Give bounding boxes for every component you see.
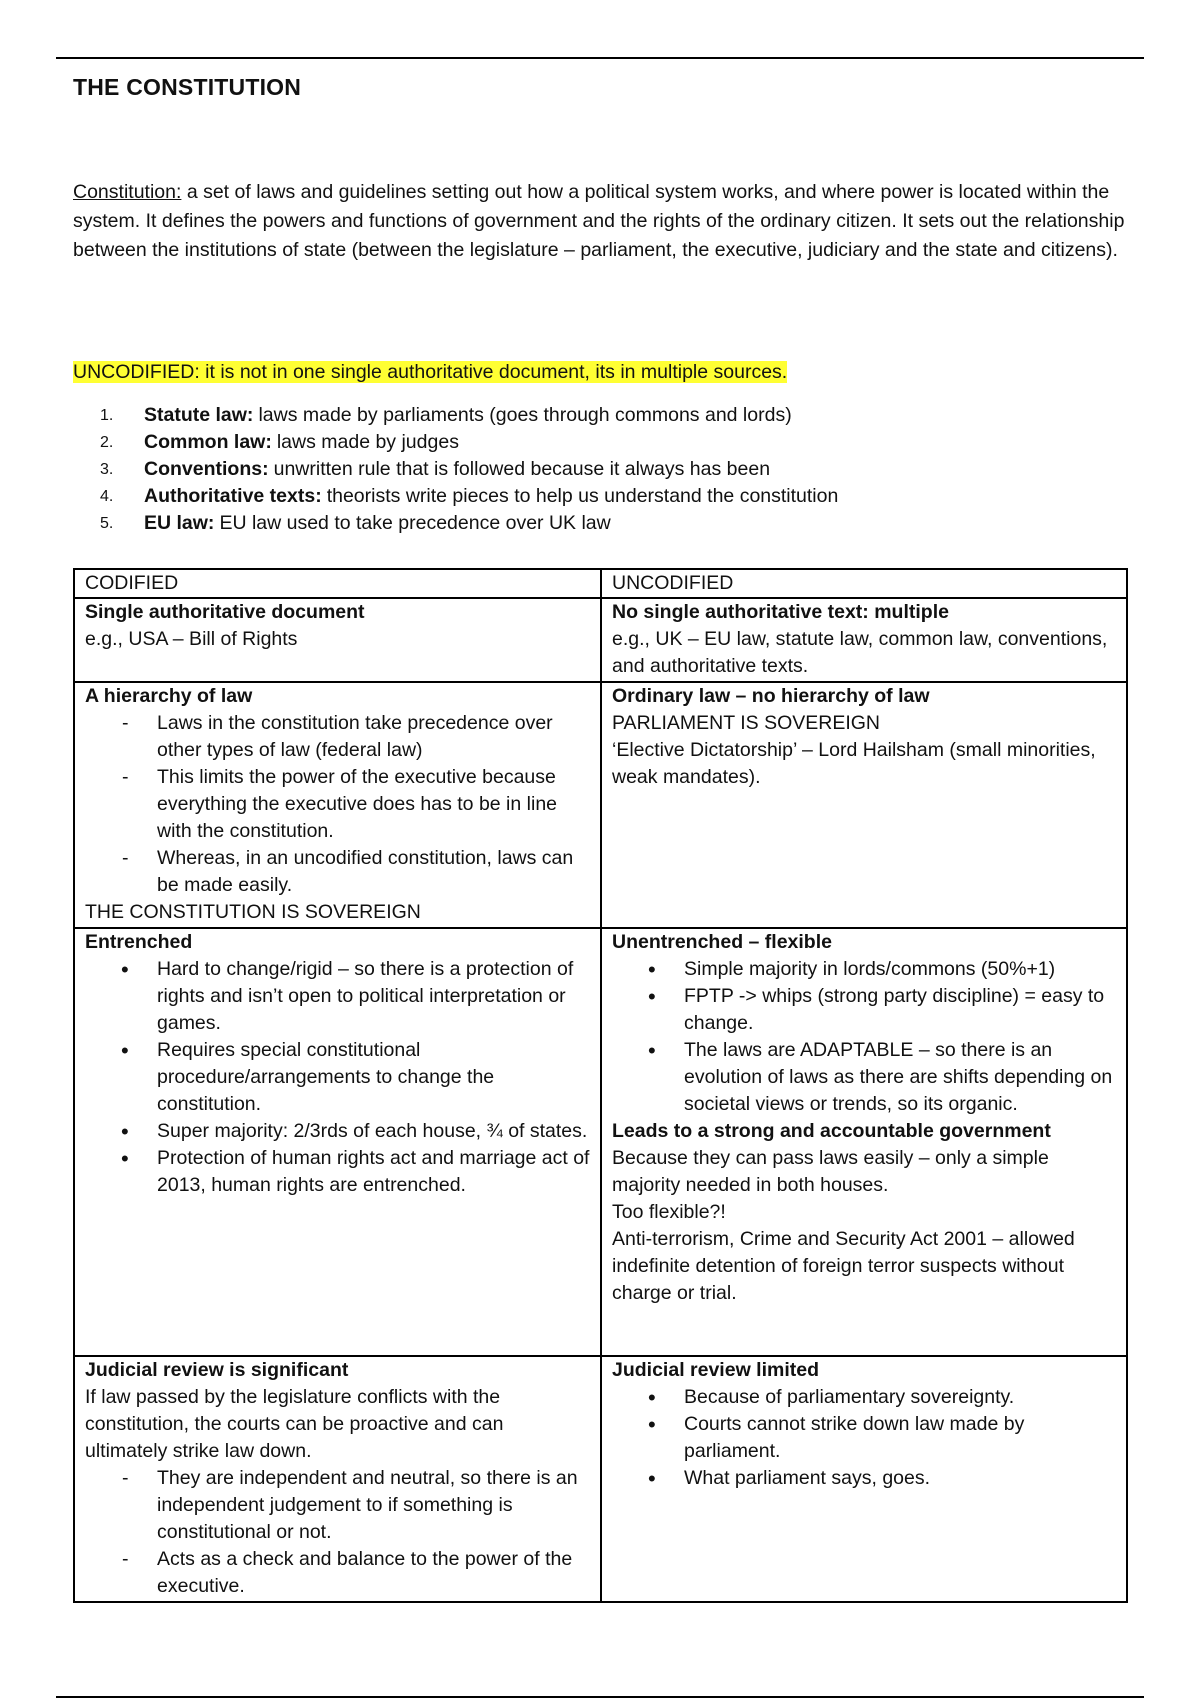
cell-uncodified-document: No single authoritative text: multiple e.g., UK – EU law, statute law, common law, conventions, and authoritative texts. xyxy=(601,598,1127,682)
page-title: THE CONSTITUTION xyxy=(73,74,302,100)
cell-uncodified-flexible: Unentrenched – flexible • Simple majority in lords/commons (50%+1) • FPTP -> whips (strong party discipline) = easy to change. • The laws are ADAPTABLE – so there is an evolution of laws as there are shifts depending on societal views or trends, so its organic. Leads to a strong and accountable government Because they can pass laws easily – only a simple majority needed in both houses. Too flexible?! Anti-terrorism, Crime and Security Act 2001 – allowed indefinite detention of foreign terror suspects without charge or trial. xyxy=(601,928,1127,1356)
header-codified: CODIFIED xyxy=(74,569,601,598)
cell-uncodified-judicial-review: Judicial review limited • Because of parliamentary sovereignty. • Courts cannot strike down law made by parliament. • What parliament says, goes. xyxy=(601,1356,1127,1602)
intro-paragraph xyxy=(73,178,1133,265)
top-rule xyxy=(56,57,1144,59)
bullet-list: • Simple majority in lords/commons (50%+1) • FPTP -> whips (strong party discipline) = easy to change. • The laws are ADAPTABLE – so there is an evolution of laws as there are shifts depending on societal views or trends, so its organic. xyxy=(612,956,1116,1118)
table-row xyxy=(74,682,1127,928)
list-item: 5. EU law: EU law used to take precedence over UK law xyxy=(100,512,611,534)
dash-list: - Laws in the constitution take precedence over other types of law (federal law) - This limits the power of the executive because everything the executive does has to be in line with the constitution. - Whereas, in an uncodified constitution, laws can be made easily. xyxy=(85,710,590,899)
table-row xyxy=(74,1356,1127,1602)
cell-codified-entrenched: Entrenched • Hard to change/rigid – so there is a protection of rights and isn’t open to political interpretation or games. • Requires special constitutional procedure/arrangements to change the constitution. • Super majority: 2/3rds of each house, ¾ of states. • Protection of human rights act and marriage act of 2013, human rights are entrenched. xyxy=(74,928,601,1356)
cell-codified-document: Single authoritative document e.g., USA – Bill of Rights xyxy=(74,598,601,682)
bottom-rule xyxy=(56,1696,1144,1698)
header-uncodified: UNCODIFIED xyxy=(601,569,1127,598)
list-item: 3. Conventions: unwritten rule that is followed because it always has been xyxy=(100,458,771,480)
list-item: 1. Statute law: laws made by parliaments (goes through commons and lords) xyxy=(100,404,792,426)
bullet-list: • Because of parliamentary sovereignty. • Courts cannot strike down law made by parliament. • What parliament says, goes. xyxy=(612,1384,1116,1492)
list-item: 2. Common law: laws made by judges xyxy=(100,431,459,453)
cell-codified-hierarchy: A hierarchy of law - Laws in the constitution take precedence over other types of law (federal law) - This limits the power of the executive because everything the executive does has to be in line with the constitution. - Whereas, in an uncodified constitution, laws can be made easily. THE CONSTITUTION IS SOVEREIGN xyxy=(74,682,601,928)
dash-list: - They are independent and neutral, so there is an independent judgement to if something is constitutional or not. - Acts as a check and balance to the power of the executive. xyxy=(85,1465,590,1600)
comparison-table xyxy=(73,568,1128,1603)
highlighted-text: UNCODIFIED: it is not in one single authoritative document, its in multiple sources. xyxy=(73,361,788,383)
table-row xyxy=(74,928,1127,1356)
table-row xyxy=(74,598,1127,682)
intro-term: Constitution: xyxy=(73,181,182,203)
cell-codified-judicial-review: Judicial review is significant If law passed by the legislature conflicts with the constitution, the courts can be proactive and can ultimately strike law down. - They are independent and neutral, so there is an independent judgement to if something is constitutional or not. - Acts as a check and balance to the power of the executive. xyxy=(74,1356,601,1602)
bullet-list: • Hard to change/rigid – so there is a protection of rights and isn’t open to political interpretation or games. • Requires special constitutional procedure/arrangements to change the constitution. • Super majority: 2/3rds of each house, ¾ of states. • Protection of human rights act and marriage act of 2013, human rights are entrenched. xyxy=(85,956,590,1199)
uncodified-highlight xyxy=(73,358,787,387)
sources-list xyxy=(100,402,838,537)
cell-uncodified-hierarchy: Ordinary law – no hierarchy of law PARLIAMENT IS SOVEREIGN ‘Elective Dictatorship’ – Lord Hailsham (small minorities, weak mandates). xyxy=(601,682,1127,928)
table-header-row xyxy=(74,569,1127,598)
list-item: 4. Authoritative texts: theorists write pieces to help us understand the constitution xyxy=(100,485,839,507)
intro-text: a set of laws and guidelines setting out how a political system works, and where power is located within the system. It defines the powers and functions of government and the rights of the ordinary citizen. It sets out the relationship between the institutions of state (between the legislature – parliament, the executive, judiciary and the state and citizens). xyxy=(73,181,1125,261)
